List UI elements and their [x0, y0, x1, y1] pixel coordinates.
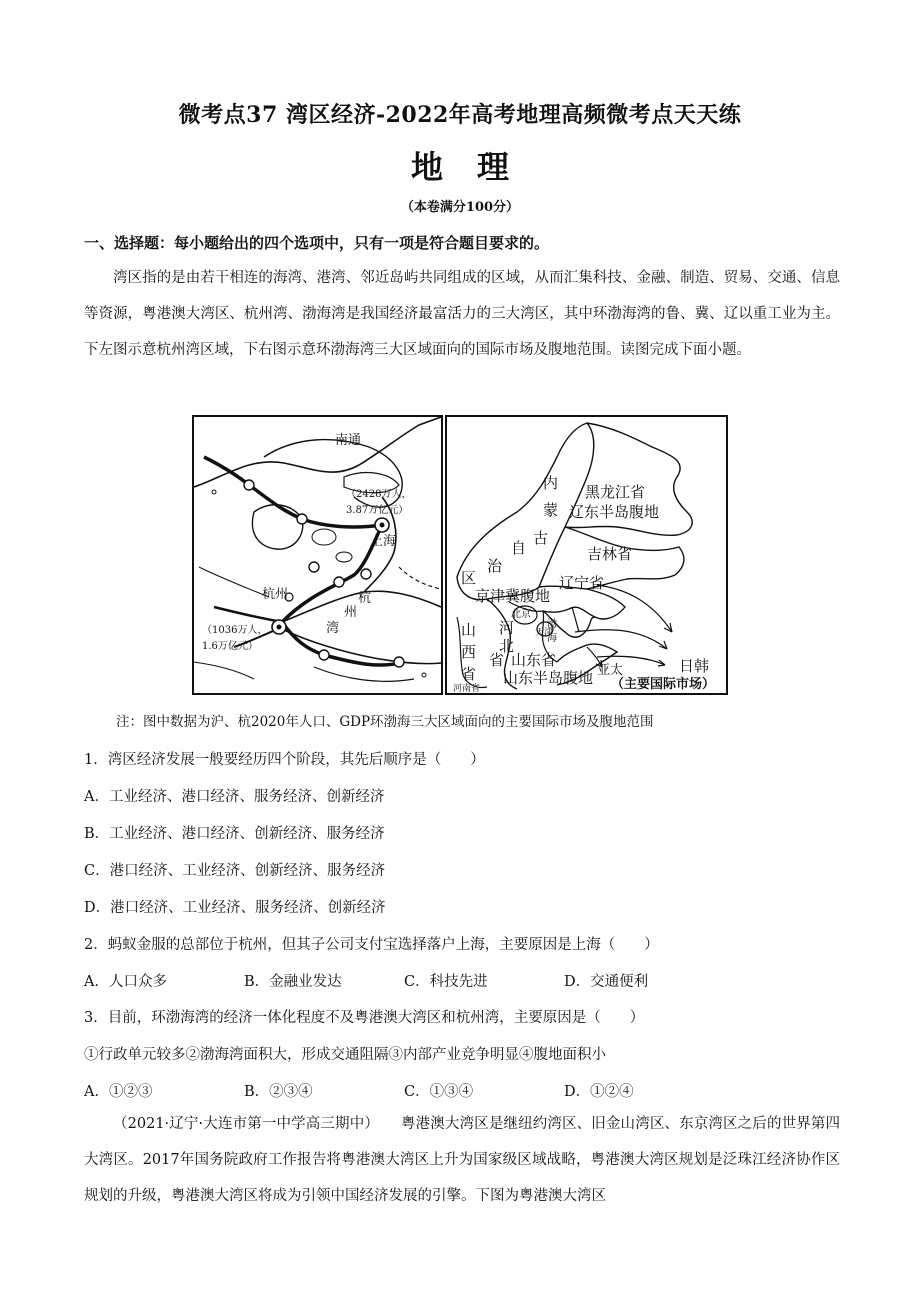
question-3-option-c: C．①③④	[404, 1084, 474, 1100]
label-zhi: 治	[487, 557, 503, 575]
question-1-option-c: C．港口经济、工业经济、创新经济、服务经济	[84, 863, 386, 879]
question-3-option-d: D．①②④	[564, 1084, 634, 1100]
question-2-option-d: D．交通便利	[564, 974, 649, 990]
label-shanghai-data-1: （2428万人，	[346, 489, 412, 500]
label-bay-wan: 湾	[326, 621, 340, 636]
question-1-option-a: A．工业经济、港口经济、服务经济、创新经济	[84, 789, 385, 805]
label-hebei-1: 河	[499, 619, 515, 637]
question-3-option-b: B．②③④	[244, 1084, 313, 1100]
label-zi: 自	[511, 539, 527, 557]
label-hebei-3: 省	[489, 651, 505, 669]
label-shanghai-data-2: 3.87万亿元）	[346, 505, 409, 516]
section-heading: 一、选择题：每小题给出的四个选项中，只有一项是符合题目要求的。	[84, 234, 550, 252]
label-shanghai: 上海	[370, 534, 397, 549]
label-asia-pacific: 亚太	[597, 663, 624, 678]
label-henan: 河南省	[453, 684, 481, 694]
question-3-option-a: A．①②③	[84, 1084, 153, 1100]
score-note: （本卷满分100分）	[400, 200, 520, 215]
label-tianjin: 天津	[535, 628, 554, 638]
label-jilin: 吉林省	[587, 545, 633, 563]
question-1-stem: 1．湾区经济发展一般要经历四个阶段，其先后顺序是（ ）	[84, 752, 485, 768]
label-shandong-hinterland: 山东半岛腹地	[503, 669, 594, 687]
question-2-stem: 2．蚂蚁金服的总部位于杭州，但其子公司支付宝选择落户上海，主要原因是上海（ ）	[84, 937, 659, 953]
question-1-option-d: D．港口经济、工业经济、服务经济、创新经济	[84, 900, 386, 916]
label-shanxi-2: 西	[461, 643, 477, 661]
intro-paragraph: 湾区指的是由若干相连的海湾、港湾、邻近岛屿共同组成的区域，从而汇集科技、金融、制造、贸易、交通、信息等资源，粤港澳大湾区、杭州湾、渤海湾是我国经济最富活力的三大湾区，其中环渤海湾的鲁、冀、辽以重工业为主。下左图示意杭州湾区域，下右图示意环渤海湾三大区域面向的国际市场及腹地范围。读图完成下面小题。	[84, 270, 840, 358]
label-meng: 蒙	[543, 501, 559, 519]
label-heilongjiang: 黑龙江省	[585, 483, 646, 501]
question-3-statements: ①行政单元较多②渤海湾面积大，形成交通阻隔③内部产业竞争明显④腹地面积小	[84, 1047, 606, 1063]
label-bay-zhou: 州	[344, 605, 358, 620]
question-1-option-b: B．工业经济、港口经济、创新经济、服务经济	[84, 826, 385, 842]
label-bay-hang: 杭	[358, 591, 372, 606]
question-3-stem: 3．目前，环渤海湾的经济一体化程度不及粤港澳大湾区和杭州湾，主要原因是（ ）	[84, 1010, 645, 1026]
label-japan-korea: 日韩	[679, 657, 710, 675]
document-title: 微考点37 湾区经济-2022年高考地理高频微考点天天练	[178, 102, 742, 128]
label-bohai-2: 海	[547, 633, 557, 644]
label-nantong: 南通	[335, 433, 362, 448]
label-nei: 内	[543, 474, 559, 492]
hangzhou-bay-map	[192, 415, 443, 695]
bohai-rim-map	[445, 415, 728, 695]
label-hangzhou: 杭州	[262, 587, 289, 602]
label-beijing: 北京	[511, 609, 531, 620]
label-hangzhou-data-1: （1036万人，	[202, 625, 268, 636]
label-gu: 古	[533, 529, 549, 547]
label-shanxi-3: 省	[461, 665, 477, 683]
label-jingjinji-hinterland: 京津冀腹地	[475, 587, 551, 605]
passage-2: （2021·辽宁·大连市第一中学高三期中） 粤港澳大湾区是继纽约湾区、旧金山湾区、东京湾区之后的世界第四大湾区。2017年国务院政府工作报告将粤港澳大湾区上升为国家级区域战略，粤港澳大湾区规划是泛珠江经济协作区规划的升级，粤港澳大湾区将成为引领中国经济发展的引擎。下图为粤港澳大湾区	[84, 1116, 840, 1204]
label-liaodong-hinterland: 辽东半岛腹地	[569, 503, 660, 521]
label-shanxi-1: 山	[461, 621, 477, 639]
question-2-option-a: A．人口众多	[84, 974, 167, 990]
question-2-option-b: B．金融业发达	[244, 974, 342, 990]
label-bohai-1: 渤	[547, 619, 557, 630]
subject-heading: 地理	[410, 148, 543, 186]
label-qu: 区	[461, 569, 477, 587]
label-market-note: （主要国际市场）	[611, 677, 716, 692]
label-hebei-2: 北	[499, 637, 515, 655]
label-shandong: 山东省	[511, 651, 557, 669]
figure-note: 注：图中数据为沪、杭2020年人口、GDP环渤海三大区域面向的主要国际市场及腹地范围	[116, 714, 654, 730]
question-2-option-c: C．科技先进	[404, 974, 488, 990]
label-liaoning: 辽宁省	[559, 574, 605, 592]
label-hangzhou-data-2: 1.6万亿元）	[202, 641, 258, 652]
